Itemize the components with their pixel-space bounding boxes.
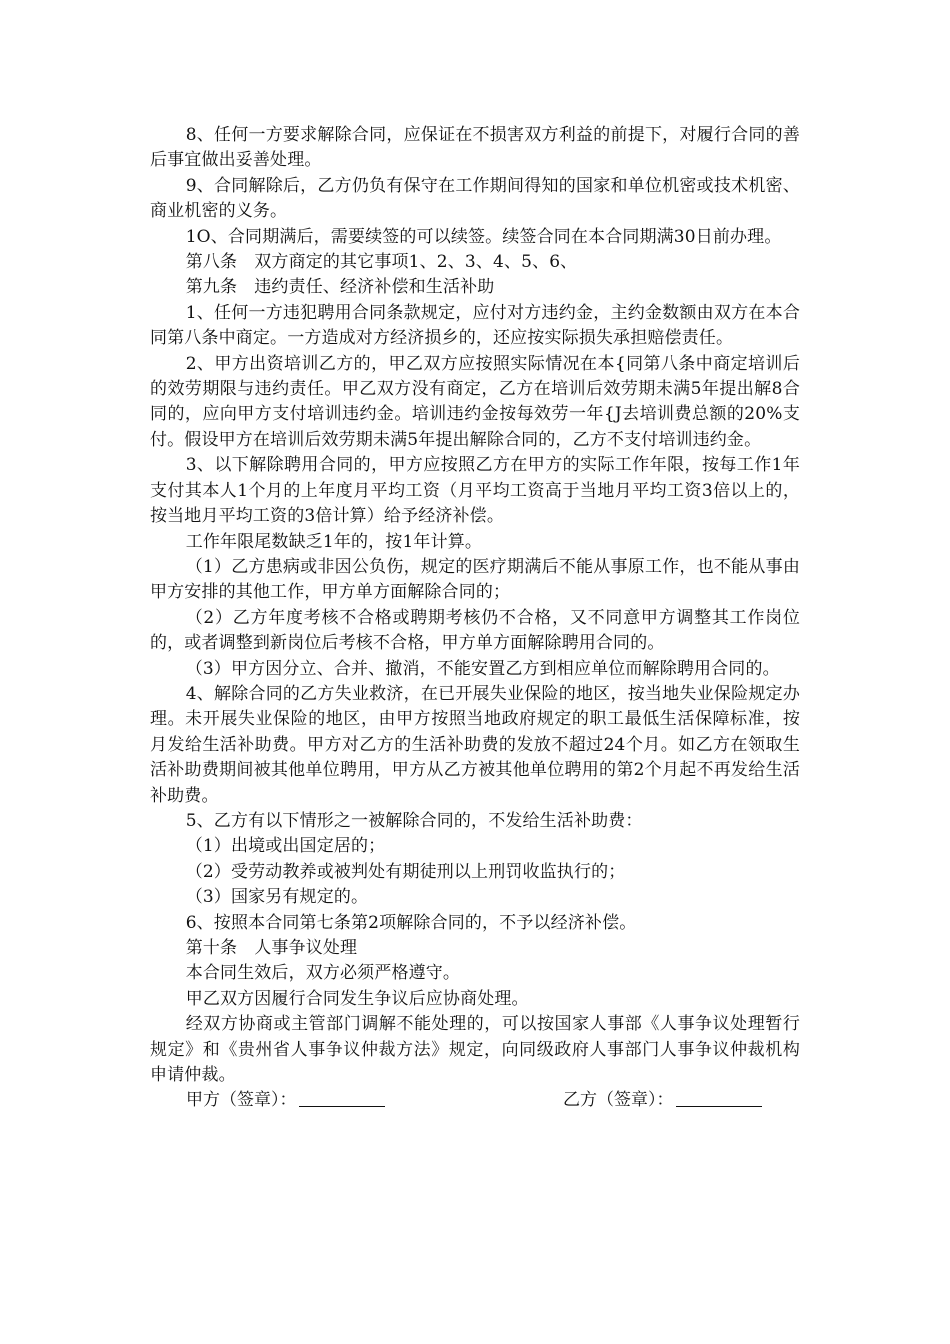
- paragraph-clause-10: 1O、合同期满后，需要续签的可以续签。续签合同在本合同期满30日前办理。: [185, 226, 782, 247]
- paragraph-effective: 本合同生效后，双方必须严格遵守。: [185, 963, 461, 984]
- paragraph-subitem-3: （3）国家另有规定的。: [185, 887, 369, 908]
- heading-article-10: 第十条 人事争议处理: [185, 938, 358, 958]
- paragraph-item-1: （1）乙方患病或非因公负伤，规定的医疗期满后不能从事原工作，也不能从事由甲方安排的其他工作，甲方单方面解除合同的；: [150, 556, 800, 603]
- paragraph-compensation-3: 3、以下解除聘用合同的，甲方应按照乙方在甲方的实际工作年限，按每工作1年支付其本人1个月的上年度月平均工资（月平均工资高于当地月平均工资3倍以上的，按当地月平均工资的3倍计算）给予经济补偿。: [150, 455, 800, 527]
- party-b-signature: [563, 1088, 762, 1113]
- paragraph-subitem-1: （1）出境或出国定居的；: [185, 836, 386, 857]
- party-b-signature-line: [676, 1089, 762, 1107]
- signature-row: [150, 1088, 800, 1114]
- paragraph-work-years: 工作年限尾数缺乏1年的，按1年计算。: [185, 531, 483, 552]
- heading-article-9: 第九条 违约责任、经济补偿和生活补助: [185, 277, 495, 298]
- paragraph-clause-9: 9、合同解除后，乙方仍负有保守在工作期间得知的国家和单位机密或技术机密、商业机密的义务。: [150, 175, 800, 222]
- paragraph-subitem-2: （2）受劳动教养或被判处有期徒刑以上刑罚收监执行的；: [185, 861, 626, 882]
- party-a-signature: [186, 1088, 385, 1113]
- paragraph-item-3: （3）甲方因分立、合并、撤消，不能安置乙方到相应单位而解除聘用合同的。: [185, 658, 780, 679]
- paragraph-training-2: 2、甲方出资培训乙方的，甲乙双方应按照实际情况在本{同第八条中商定培训后的效劳期限与违约责任。甲乙双方没有商定，乙方在培训后效劳期未满5年提出解8合同的，应向甲方支付培训违约金。培训违约金按每效劳一年{J去培训费总额的20%支付。假设甲方在培训后效劳期未满5年提出解除合同的，乙方不支付培训违约金。: [150, 353, 800, 450]
- party-a-signature-line: [299, 1089, 385, 1107]
- paragraph-breach-1: 1、任何一方违犯聘用合同条款规定，应付对方违约金，主约金数额由双方在本合同第八条中商定。一方造成对方经济损乡的，还应按实际损失承担赔偿责任。: [150, 302, 800, 349]
- paragraph-arbitration: 经双方协商或主管部门调解不能处理的，可以按国家人事部《人事争议处理暂行规定》和《贵州省人事争议仲裁方法》规定，向同级政府人事部门人事争议仲裁机构申请仲裁。: [150, 1014, 800, 1086]
- heading-article-8: 第八条 双方商定的其它事项1、2、3、4、5、6、: [185, 252, 578, 273]
- paragraph-no-compensation-6: 6、按照本合同第七条第2项解除合同的，不予以经济补偿。: [185, 912, 637, 933]
- document-body: [150, 123, 800, 1114]
- paragraph-no-subsidy-5: 5、乙方有以下情形之一被解除合同的，不发给生活补助费：: [185, 810, 643, 831]
- paragraph-clause-8: 8、任何一方要求解除合同，应保证在不损害双方利益的前提下，对履行合同的善后事宜做出妥善处理。: [150, 125, 800, 171]
- paragraph-item-2: （2）乙方年度考核不合格或聘期考核仍不合格，又不同意甲方调整其工作岗位的，或者调整到新岗位后考核不合格，甲方单方面解除聘用合同的。: [150, 607, 800, 654]
- party-b-label: 乙方（签章）：: [563, 1090, 674, 1111]
- paragraph-negotiation: 甲乙双方因履行合同发生争议后应协商处理。: [185, 988, 529, 1009]
- paragraph-unemployment-4: 4、解除合同的乙方失业救济，在已开展失业保险的地区，按当地失业保险规定办理。未开展失业保险的地区，由甲方按照当地政府规定的职工最低生活保障标准，按月发给生活补助费。甲方对乙方的生活补助费的发放不超过24个月。如乙方在领取生活补助费期间被其他单位聘用，甲方从乙方被其他单位聘用的第2个月起不再发给生活补助费。: [150, 683, 800, 806]
- party-a-label: 甲方（签章）：: [186, 1090, 297, 1111]
